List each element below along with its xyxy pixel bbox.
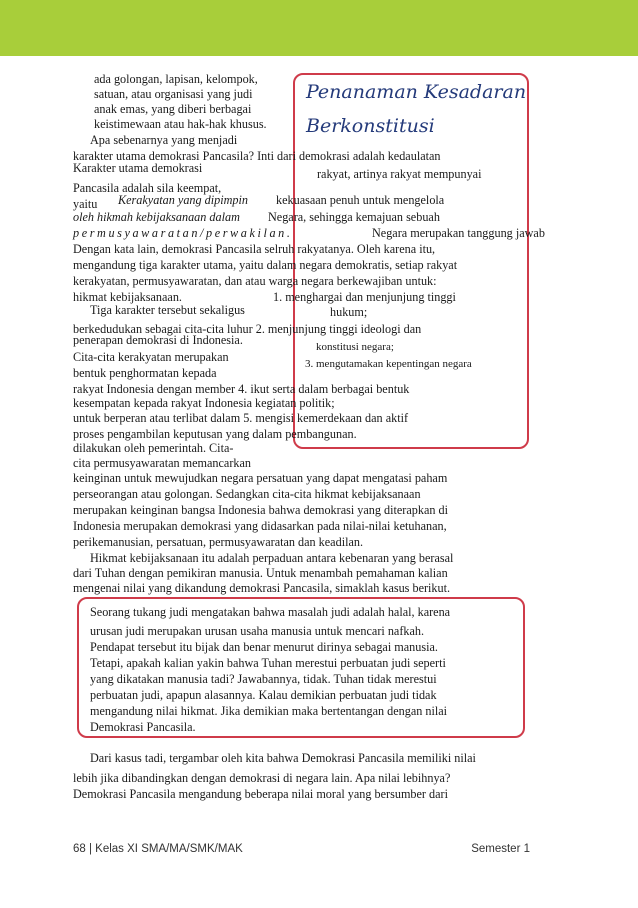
text-line: proses pengambilan keputusan yang dalam pembangunan. bbox=[73, 427, 357, 441]
text-line: Seorang tukang judi mengatakan bahwa masalah judi adalah halal, karena bbox=[90, 605, 451, 619]
text-line: hikmat kebijaksanaan. bbox=[73, 290, 182, 304]
text-line: Tiga karakter tersebut sekaligus bbox=[90, 303, 245, 317]
footer-page-info: 68 | Kelas XI SMA/MA/SMK/MAK bbox=[73, 843, 243, 855]
text-line: bentuk penghormatan kepada bbox=[73, 366, 217, 380]
text-line: dilakukan oleh pemerintah. Cita- bbox=[73, 441, 234, 455]
text-line: yaitu bbox=[73, 197, 98, 211]
title-line-2: Berkonstitusi bbox=[306, 115, 435, 137]
text-line: oleh hikmah kebijaksanaan dalam bbox=[73, 210, 240, 224]
text-line: hukum; bbox=[330, 305, 368, 319]
text-line: mengandung nilai hikmat. Jika demikian maka bertentangan dengan nilai bbox=[90, 704, 448, 718]
text-line: Tetapi, apakah kalian yakin bahwa Tuhan merestui perbuatan judi seperti bbox=[90, 656, 446, 670]
text-line: konstitusi negara; bbox=[316, 341, 394, 353]
text-line: ada golongan, lapisan, kelompok, bbox=[94, 72, 258, 86]
text-line: untuk berperan atau terlibat dalam 5. mengisi kemerdekaan dan aktif bbox=[73, 411, 409, 425]
text-line: yang dikatakan manusia tadi? Jawabannya, tidak. Tuhan tidak merestui bbox=[90, 672, 437, 686]
text-line: Demokrasi Pancasila. bbox=[90, 720, 196, 734]
text-line: 1. menghargai dan menjunjung tinggi bbox=[273, 290, 456, 304]
text-line: Cita-cita kerakyatan merupakan bbox=[73, 350, 229, 364]
text-line: cita permusyawaratan memancarkan bbox=[73, 456, 251, 470]
text-line: karakter utama demokrasi Pancasila? Inti dari demokrasi adalah kedaulatan bbox=[73, 149, 441, 163]
text-line: Kerakyatan yang dipimpin bbox=[118, 193, 248, 207]
text-line: anak emas, yang diberi berbagai bbox=[94, 102, 252, 116]
text-line: kerakyatan, permusyawaratan, dan atau warga negara berkewajiban untuk: bbox=[73, 274, 437, 288]
text-line: mengenai nilai yang dikandung demokrasi Pancasila, simaklah kasus berikut. bbox=[73, 581, 451, 595]
text-line: Negara, sehingga kemajuan sebuah bbox=[268, 210, 440, 224]
text-line: berkedudukan sebagai cita-cita luhur 2. menjunjung tinggi ideologi dan bbox=[73, 322, 422, 336]
text-line: Demokrasi Pancasila mengandung beberapa nilai moral yang bersumber dari bbox=[73, 787, 448, 801]
text-line: keistimewaan atau hak-hak khusus. bbox=[94, 117, 267, 131]
text-line: mengandung tiga karakter utama, yaitu dalam negara demokratis, setiap rakyat bbox=[73, 258, 458, 272]
text-line: satuan, atau organisasi yang judi bbox=[94, 87, 253, 101]
text-line: Indonesia merupakan demokrasi yang didasarkan pada nilai-nilai ketuhanan, bbox=[73, 519, 447, 533]
text-line: Pancasila adalah sila keempat, bbox=[73, 181, 222, 195]
text-line: kekuasaan penuh untuk mengelola bbox=[276, 193, 445, 207]
text-line: permusyawaratan/perwakilan. bbox=[73, 226, 293, 240]
text-line: perikemanusian, persatuan, permusyawaratan dan keadilan. bbox=[73, 535, 364, 549]
text-line: dari Tuhan dengan pemikiran manusia. Untuk menambah pemahaman kalian bbox=[73, 566, 448, 580]
text-line: perseorangan atau golongan. Sedangkan cita-cita hikmat kebijaksanaan bbox=[73, 487, 421, 501]
text-line: 3. mengutamakan kepentingan negara bbox=[305, 358, 472, 370]
text-line: rakyat, artinya rakyat mempunyai bbox=[317, 167, 482, 181]
footer-semester: Semester 1 bbox=[471, 843, 530, 855]
text-line: penerapan demokrasi di Indonesia. bbox=[73, 333, 243, 347]
text-line: merupakan keinginan bangsa Indonesia bahwa demokrasi yang diterapkan di bbox=[73, 503, 448, 517]
text-line: Dari kasus tadi, tergambar oleh kita bahwa Demokrasi Pancasila memiliki nilai bbox=[90, 751, 476, 765]
text-line: Karakter utama demokrasi bbox=[73, 161, 203, 175]
text-line: Apa sebenarnya yang menjadi bbox=[90, 133, 238, 147]
text-line: lebih jika dibandingkan dengan demokrasi di negara lain. Apa nilai lebihnya? bbox=[73, 771, 451, 785]
text-line: rakyat Indonesia dengan member 4. ikut serta dalam berbagai bentuk bbox=[73, 382, 410, 396]
text-line: Negara merupakan tanggung jawab bbox=[372, 226, 545, 240]
text-line: perbuatan judi, apapun alasannya. Kalau demikian perbuatan judi tidak bbox=[90, 688, 437, 702]
header-bar bbox=[0, 0, 638, 56]
text-line: Dengan kata lain, demokrasi Pancasila selruh rakyatanya. Oleh karena itu, bbox=[73, 242, 436, 256]
text-line: keinginan untuk mewujudkan negara persatuan yang dapat mengatasi paham bbox=[73, 471, 448, 485]
title-line-1: Penanaman Kesadaran bbox=[306, 81, 527, 103]
text-line: kesempatan kepada rakyat Indonesia kegiatan politik; bbox=[73, 396, 335, 410]
text-line: Hikmat kebijaksanaan itu adalah perpaduan antara kebenaran yang berasal bbox=[90, 551, 454, 565]
text-line: Pendapat tersebut itu bijak dan benar menurut dirinya sebagai manusia. bbox=[90, 640, 438, 654]
text-line: urusan judi merupakan urusan usaha manusia untuk mencari nafkah. bbox=[90, 624, 425, 638]
